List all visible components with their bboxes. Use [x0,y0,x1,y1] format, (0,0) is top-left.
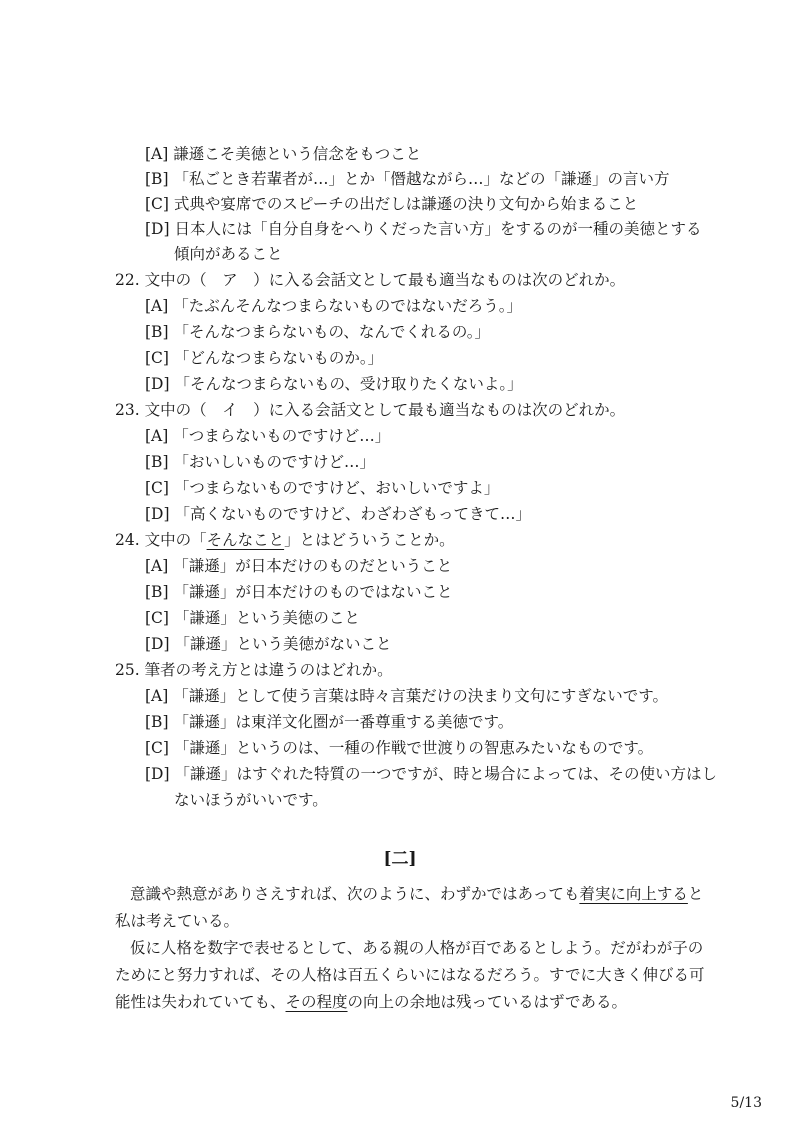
option-label: [B] [145,583,169,601]
q23-option-d [145,501,531,527]
question-24-stem [115,527,455,553]
option-label: [B] [145,713,169,731]
option-text: 謙遜こそ美徳という信念をもつこと [173,145,422,163]
section-heading: [二] [383,849,417,869]
question-22-stem: 22. 文中の（ ア ）に入る会話文として最も適当なものは次のどれか。 [115,271,626,289]
stem-text: 」とはどういうことか。 [284,531,455,549]
question-25-stem: 25. 筆者の考え方とは違うのはどれか。 [115,661,393,679]
option-text: 「そんなつまらないもの、なんでくれるの。」 [173,323,490,341]
q25-option-c [145,735,653,761]
stem-text: 24. 文中の「 [115,531,207,549]
q25-option-d-continuation: ないほうがいいです。 [174,791,328,809]
q23-option-c [145,475,499,501]
option-label: [B] [145,453,169,471]
option-label: [A] [145,297,169,315]
option-label: [C] [145,739,169,757]
passage-p1-line2: 私は考えている。 [115,912,240,930]
option-label: [A] [145,557,169,575]
option-text: 「謙遜」というのは、一種の作戦で世渡りの智恵みたいなものです。 [173,739,654,757]
passage-text: の向上の余地は残っているはずである。 [347,993,627,1011]
q24-option-a [145,553,452,579]
option-label: [A] [145,427,169,445]
option-label: [C] [145,349,169,367]
prev-option-a [145,141,421,167]
option-label: [B] [145,323,169,341]
option-text: 「謙遜」は東洋文化圏が一番尊重する美徳です。 [173,713,514,731]
question-23-stem: 23. 文中の（ イ ）に入る会話文として最も適当なものは次のどれか。 [115,401,626,419]
option-text: 「謙遜」という美徳がないこと [174,635,392,653]
option-label: [D] [145,505,170,523]
option-text: 「謙遜」が日本だけのものだということ [173,557,453,575]
q25-option-b [145,709,513,735]
option-text: 「高くないものですけど、わざわざもってきて…」 [174,505,531,523]
option-label: [C] [145,195,169,213]
passage-p2-line1: 仮に人格を数字で表せるとして、ある親の人格が百であるとしよう。だがわが子の [130,939,704,957]
option-label: [B] [145,170,169,188]
option-text: 「謙遜」という美徳のこと [173,609,360,627]
option-label: [C] [145,479,169,497]
option-text: 「そんなつまらないもの、受け取りたくないよ。」 [174,375,523,393]
q22-option-b [145,319,490,345]
q22-option-a [145,293,522,319]
page-number: 5/13 [730,1095,762,1111]
q23-option-a [145,423,390,449]
passage-text: 能性は失われていても、 [115,993,286,1011]
option-label: [D] [145,220,170,238]
passage-text: 意識や熱意がありさえすれば、次のように、わずかではあっても [130,885,580,903]
prev-option-b [145,166,669,192]
option-text: 「たぶんそんなつまらないものではないだろう。」 [173,297,522,315]
q22-option-d [145,371,523,397]
q25-option-a [145,683,668,709]
option-text: 「おいしいものですけど…」 [173,453,375,471]
option-label: [A] [145,687,169,705]
prev-option-d-continuation: 傾向があること [174,245,283,263]
underlined-phrase: その程度 [285,993,348,1011]
prev-option-c [145,191,638,217]
underlined-phrase: 着実に向上する [579,885,688,903]
option-text: 式典や宴席でのスピーチの出だしは謙遜の決り文句から始まること [173,195,639,213]
option-text: 「私ごとき若輩者が…」とか「僭越ながら…」などの「謙遜」の言い方 [173,170,670,188]
option-text: 「謙遜」が日本だけのものではないこと [173,583,453,601]
passage-p1-line1 [130,881,703,907]
q24-option-b [145,579,452,605]
underlined-phrase: そんなこと [206,531,285,549]
option-text: 「どんなつまらないものか。」 [173,349,384,367]
option-label: [A] [145,145,169,163]
option-text: 「つまらないものですけど…」 [173,427,391,445]
passage-p2-line3 [115,989,627,1015]
option-text: 「つまらないものですけど、おいしいですよ」 [173,479,500,497]
prev-option-d [145,216,701,242]
option-text: 「謙遜」はすぐれた特質の一つですが、時と場合によっては、その使い方はし [174,765,717,783]
option-label: [D] [145,375,170,393]
q24-option-d [145,631,391,657]
option-label: [D] [145,635,170,653]
option-label: [C] [145,609,169,627]
q24-option-c [145,605,360,631]
passage-p2-line2: ためにと努力すれば、その人格は百五くらいにはなるだろう。すでに大きく伸びる可 [115,966,705,984]
q22-option-c [145,345,383,371]
option-text: 「謙遜」として使う言葉は時々言葉だけの決まり文句にすぎないです。 [173,687,668,705]
option-label: [D] [145,765,170,783]
q23-option-b [145,449,375,475]
passage-text: と [687,885,704,903]
option-text: 日本人には「自分自身をへりくだった言い方」をするのが一種の美徳とする [174,220,702,238]
q25-option-d [145,761,717,787]
